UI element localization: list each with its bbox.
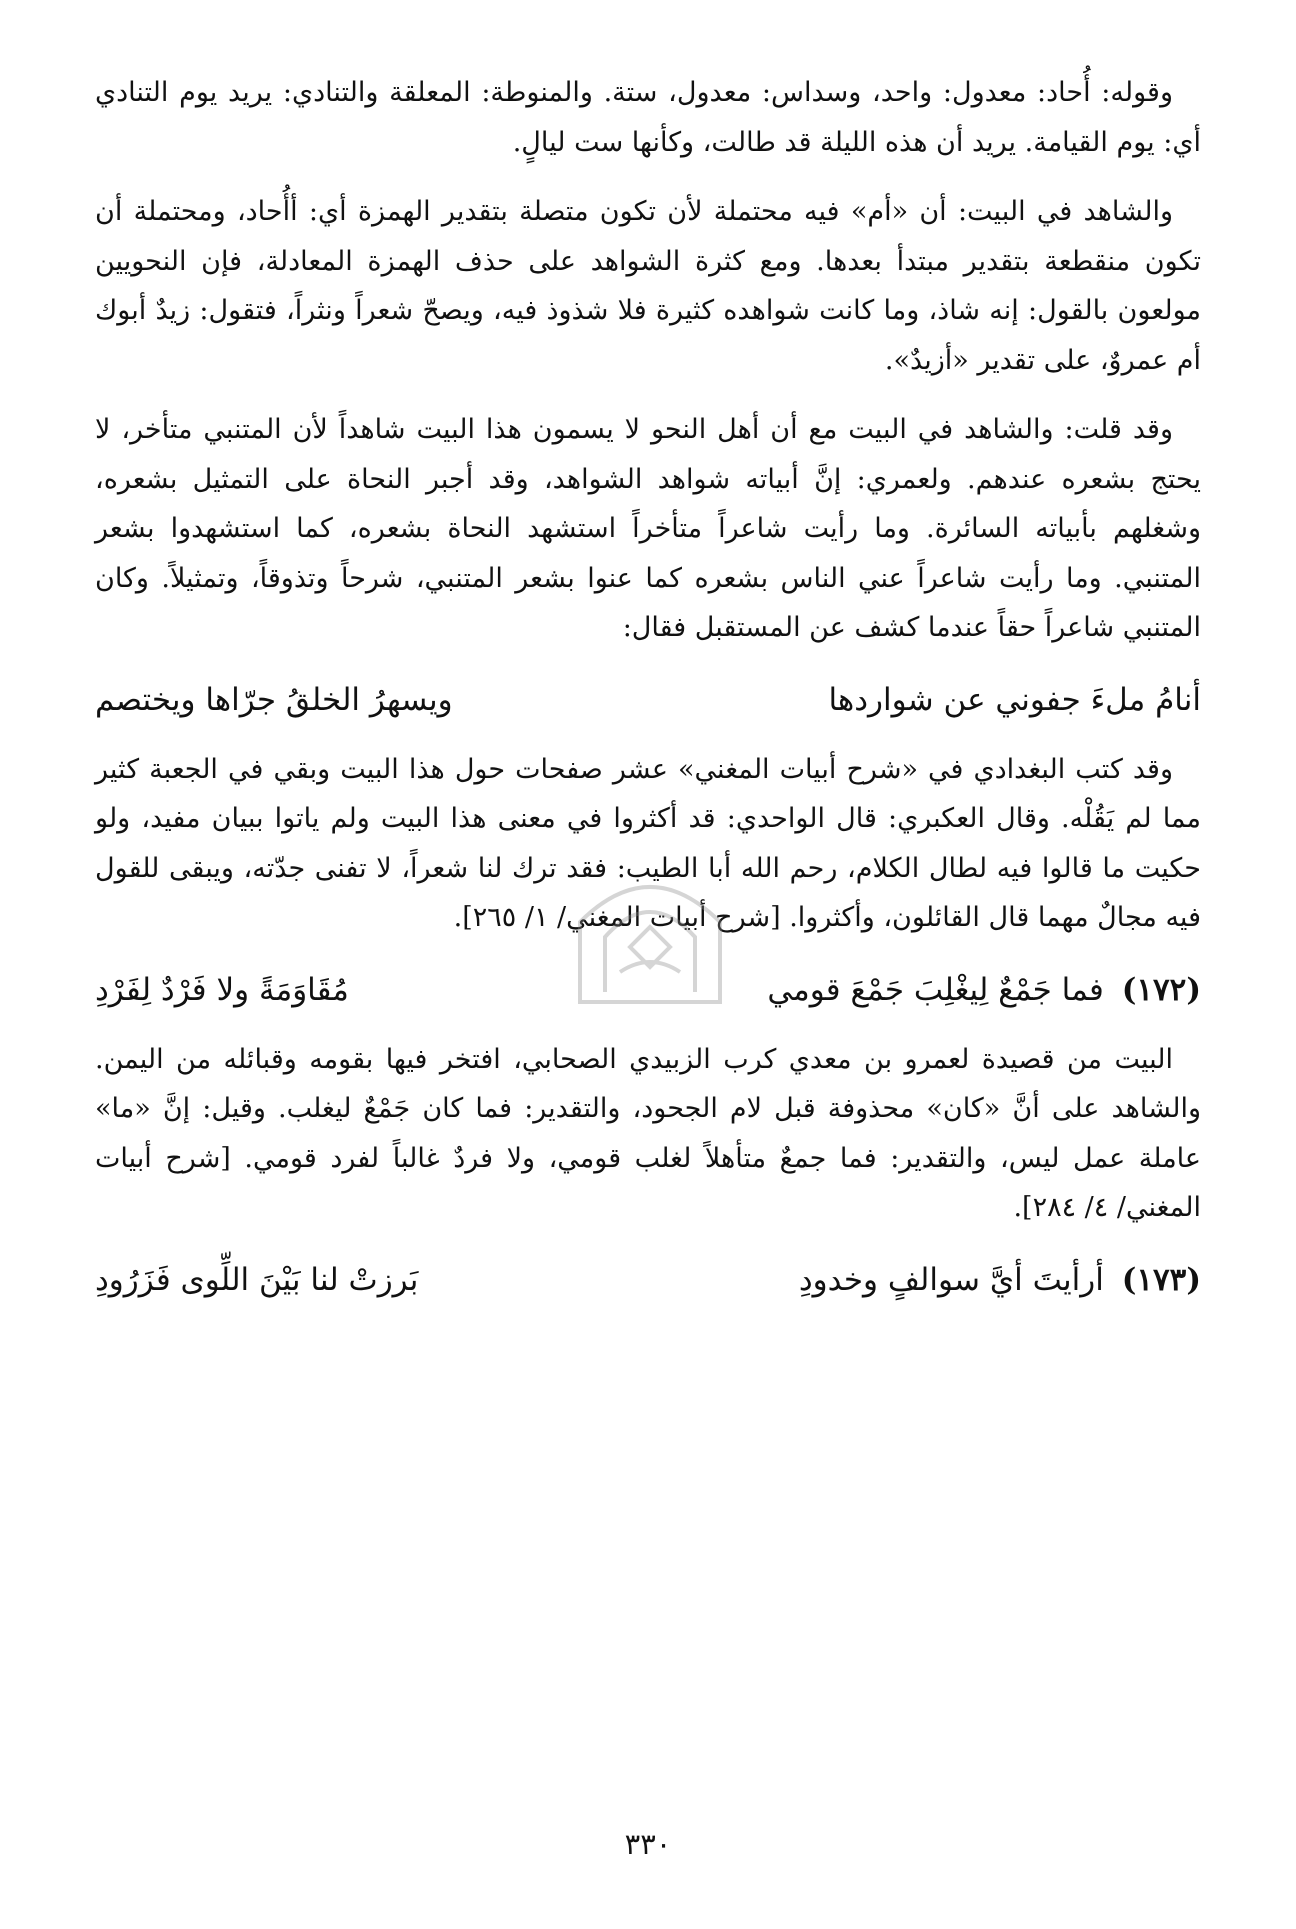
- verse-173-first-hemistich: [799, 1255, 1201, 1305]
- verse-173: [95, 1255, 1201, 1305]
- verse-172-second-hemistich: مُقَاوَمَةً ولا فَرْدٌ لِفَرْدِ: [95, 971, 349, 1008]
- verse-172-first-hemistich: [767, 965, 1201, 1015]
- verse-1-second-hemistich: ويسهرُ الخلقُ جرّاها ويختصم: [95, 681, 453, 718]
- page-body: [95, 68, 1201, 1325]
- verse-173-second-hemistich: بَرزتْ لنا بَيْنَ اللِّوى فَزَرُودِ: [95, 1261, 419, 1298]
- paragraph-2: والشاهد في البيت: أن «أم» فيه محتملة لأن تكون متصلة بتقدير الهمزة أي: أأُحاد، ومحتملة أن تكون منقطعة بتقدير مبتدأ بعدها. ومع كثرة الشواهد على حذف الهمزة المعادلة، فإن النحويين مولعون بالقول: إنه شاذ، وما كانت شواهده كثيرة فلا شذوذ فيه، ويصحّ شعراً ونثراً، فتقول: زيدٌ أبوك أم عمروٌ، على تقدير «أزيدٌ».: [95, 196, 1201, 376]
- paragraph-1: وقوله: أُحاد: معدول: واحد، وسداس: معدول، ستة. والمنوطة: المعلقة والتنادي: يريد يوم التنادي أي: يوم القيامة. يريد أن هذه الليلة قد طالت، وكأنها ست ليالٍ.: [95, 77, 1201, 158]
- page-number: ٣٣٠: [624, 1827, 672, 1861]
- verse-172-first-text: فما جَمْعٌ لِيغْلِبَ جَمْعَ قومي: [767, 971, 1104, 1008]
- verse-173-first-text: أرأيتَ أيَّ سوالفٍ وخدودِ: [798, 1261, 1104, 1298]
- verse-1-first-hemistich: أنامُ ملءَ جفوني عن شواردها: [828, 681, 1201, 718]
- verse-1: [95, 675, 1201, 725]
- paragraph-3: وقد قلت: والشاهد في البيت مع أن أهل النحو لا يسمون هذا البيت شاهداً لأن المتنبي متأخر، لا يحتج بشعره عندهم. ولعمري: إنَّ أبياته شواهد الشواهد، وقد أجبر النحاة على التمثيل بشعره، وشغلهم بأبياته السائرة. وما رأيت شاعراً متأخراً استشهد النحاة بشعره، كما استشهدوا بشعر المتنبي. وما رأيت شاعراً عني الناس بشعره كما عنوا بشعر المتنبي، شرحاً وتذوقاً، وتمثيلاً. وكان المتنبي شاعراً حقاً عندما كشف عن المستقبل فقال:: [95, 414, 1201, 643]
- watermark-seal-icon: [560, 852, 740, 1022]
- paragraph-5: البيت من قصيدة لعمرو بن معدي كرب الزبيدي الصحابي، افتخر فيها بقومه وقبائله من اليمن. والشاهد على أنَّ «كان» محذوفة قبل لام الجحود، والتقدير: فما كان جَمْعٌ ليغلب. وقيل: إنَّ «ما» عاملة عمل ليس، والتقدير: فما جمعٌ متأهلاً لغلب قومي، ولا فردٌ غالباً لفرد قومي. [شرح أبيات المغني/ ٤/ ٢٨٤].: [95, 1043, 1201, 1223]
- paragraph-4: وقد كتب البغدادي في «شرح أبيات المغني» عشر صفحات حول هذا البيت وبقي في الجعبة كثير مما لم يَقُلْه. وقال العكبري: قال الواحدي: قد أكثروا في معنى هذا البيت ولم ياتوا ببيان مفيد، ولو حكيت ما قالوا فيه لطال الكلام، رحم الله أبا الطيب: فقد ترك لنا شعراً، لا تفنى جدّته، ويبقى للقول فيه مجالٌ مهما قال القائلون، وأكثروا. [شرح أبيات المغني/ ١/ ٢٦٥].: [95, 753, 1201, 933]
- verse-173-number: (١٧٣): [1121, 1261, 1201, 1298]
- verse-172-number: (١٧٢): [1121, 971, 1201, 1008]
